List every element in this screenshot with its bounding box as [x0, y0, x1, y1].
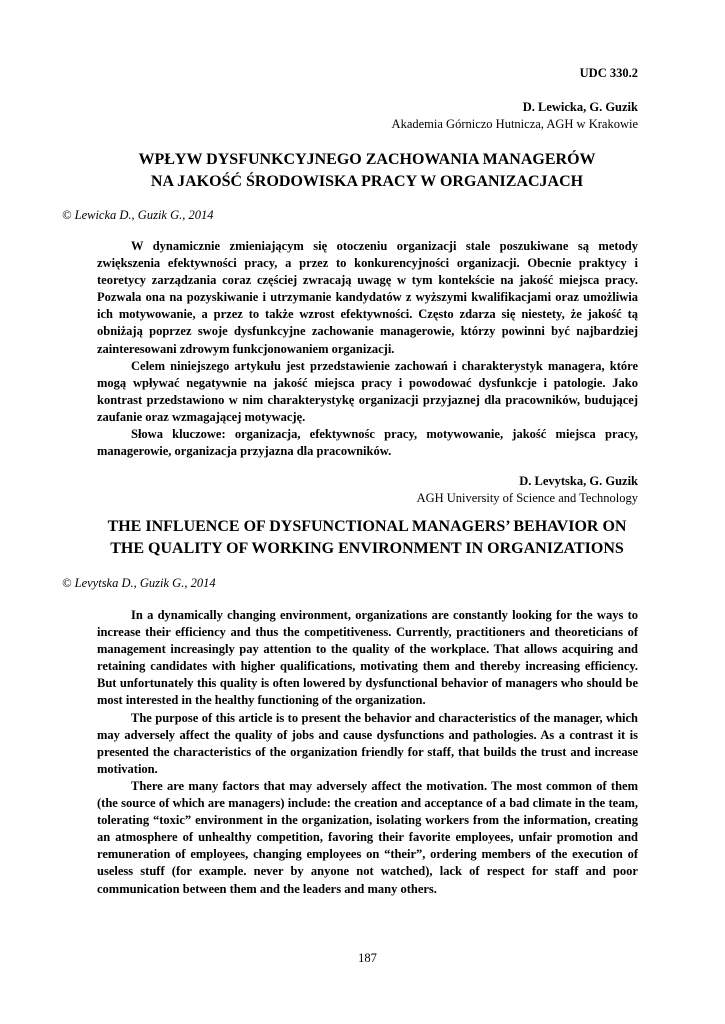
polish-title: [57, 149, 677, 193]
polish-abstract: [97, 238, 638, 460]
english-abstract-paragraph-2: The purpose of this article is to present the behavior and characteristics of the manager, which may adversely affect the quality of jobs and cause dysfunctions and pathologies. As a contrast it is presented the characteristics of the organization friendly for staff, that builds the trust and increase motivation.: [97, 710, 638, 776]
polish-abstract-paragraph-1: W dynamicznie zmieniającym się otoczeniu organizacji stale poszukiwane są metody zwiększenia efektywności pracy, a przez to konkurencyjności organizacji. Obecnie praktycy i teoretycy zarządzania coraz częściej zwracają uwagę w tym kontekście na jakość miejsca pracy. Pozwala ona na pozyskiwanie i utrzymanie kandydatów z wyższymi kwalifikacjami oraz umożliwia ich motywowanie, a przez to także wzrost efektywności. Często zdarza się niestety, że jakość tą obniżają poprzez swoje dysfunkcyjne zachowanie managerowie, którzy powinni być najbardziej zainteresowani zdrowym funkcjonowaniem organizacji.: [97, 239, 638, 356]
english-abstract-paragraph-3: There are many factors that may adversely affect the motivation. The most common of them (the source of which are managers) include: the creation and acceptance of a bad climate in the team, tolerating “toxic” environment in the organization, isolating workers from the information, creating an atmosphere of unhealthy competition, favoring their favorite employees, unfair promotion and remuneration of employees, changing employees on “their”, ordering members of the execution of useless stuff (for example. never by anyone not watched), lack of respect for staff and poor communication between them and the leaders and many others.: [97, 778, 638, 896]
english-title-line-2: THE QUALITY OF WORKING ENVIRONMENT IN ORGANIZATIONS: [110, 540, 624, 557]
english-abstract: [97, 607, 638, 898]
polish-affiliation: Akademia Górniczo Hutnicza, AGH w Krakowie: [391, 117, 638, 131]
polish-copyright: © Lewicka D., Guzik G., 2014: [62, 208, 214, 222]
polish-authors: D. Lewicka, G. Guzik: [522, 100, 638, 114]
journal-page: [62, 0, 638, 1024]
english-abstract-paragraph-1: In a dynamically changing environment, organizations are constantly looking for the ways to increase their efficiency and thus the competitiveness. Currently, practitioners and theoreticians of management increasingly pay attention to the quality of the workplace. That allows acquiring and retaining candidates with higher qualifications, motivating them and thereby increasing efficiency. But unfortunately this quality is often lowered by dysfunctional behavior of managers who should be most interested in the healthy functioning of the organization.: [97, 608, 638, 708]
english-title-line-1: THE INFLUENCE OF DYSFUNCTIONAL MANAGERS’ BEHAVIOR ON: [107, 518, 627, 535]
polish-abstract-paragraph-2: Celem niniejszego artykułu jest przedstawienie zachowań i charakterystyk managera, które mogą wpływać negatywnie na jakość miejsca pracy i powodować dysfunkcje i patologie. Jako kontrast przedstawiono w nim charakterystykę organizacji przyjaznej dla pracowników, budującej zaufanie oraz wzmagającej motywację.: [97, 358, 638, 424]
page-number: 187: [358, 951, 377, 965]
udc-code: UDC 330.2: [579, 66, 638, 80]
english-copyright: © Levytska D., Guzik G., 2014: [62, 576, 216, 590]
polish-title-line-2: NA JAKOŚĆ ŚRODOWISKA PRACY W ORGANIZACJACH: [150, 173, 584, 190]
english-affiliation: AGH University of Science and Technology: [416, 491, 638, 505]
polish-title-line-1: WPŁYW DYSFUNKCYJNEGO ZACHOWANIA MANAGERÓW: [138, 151, 596, 168]
english-authors: D. Levytska, G. Guzik: [519, 474, 638, 488]
english-title: [57, 516, 677, 560]
polish-keywords: Słowa kluczowe: organizacja, efektywnośc pracy, motywowanie, jakość miejsca pracy, managerowie, organizacja przyjazna dla pracowników.: [97, 427, 638, 459]
